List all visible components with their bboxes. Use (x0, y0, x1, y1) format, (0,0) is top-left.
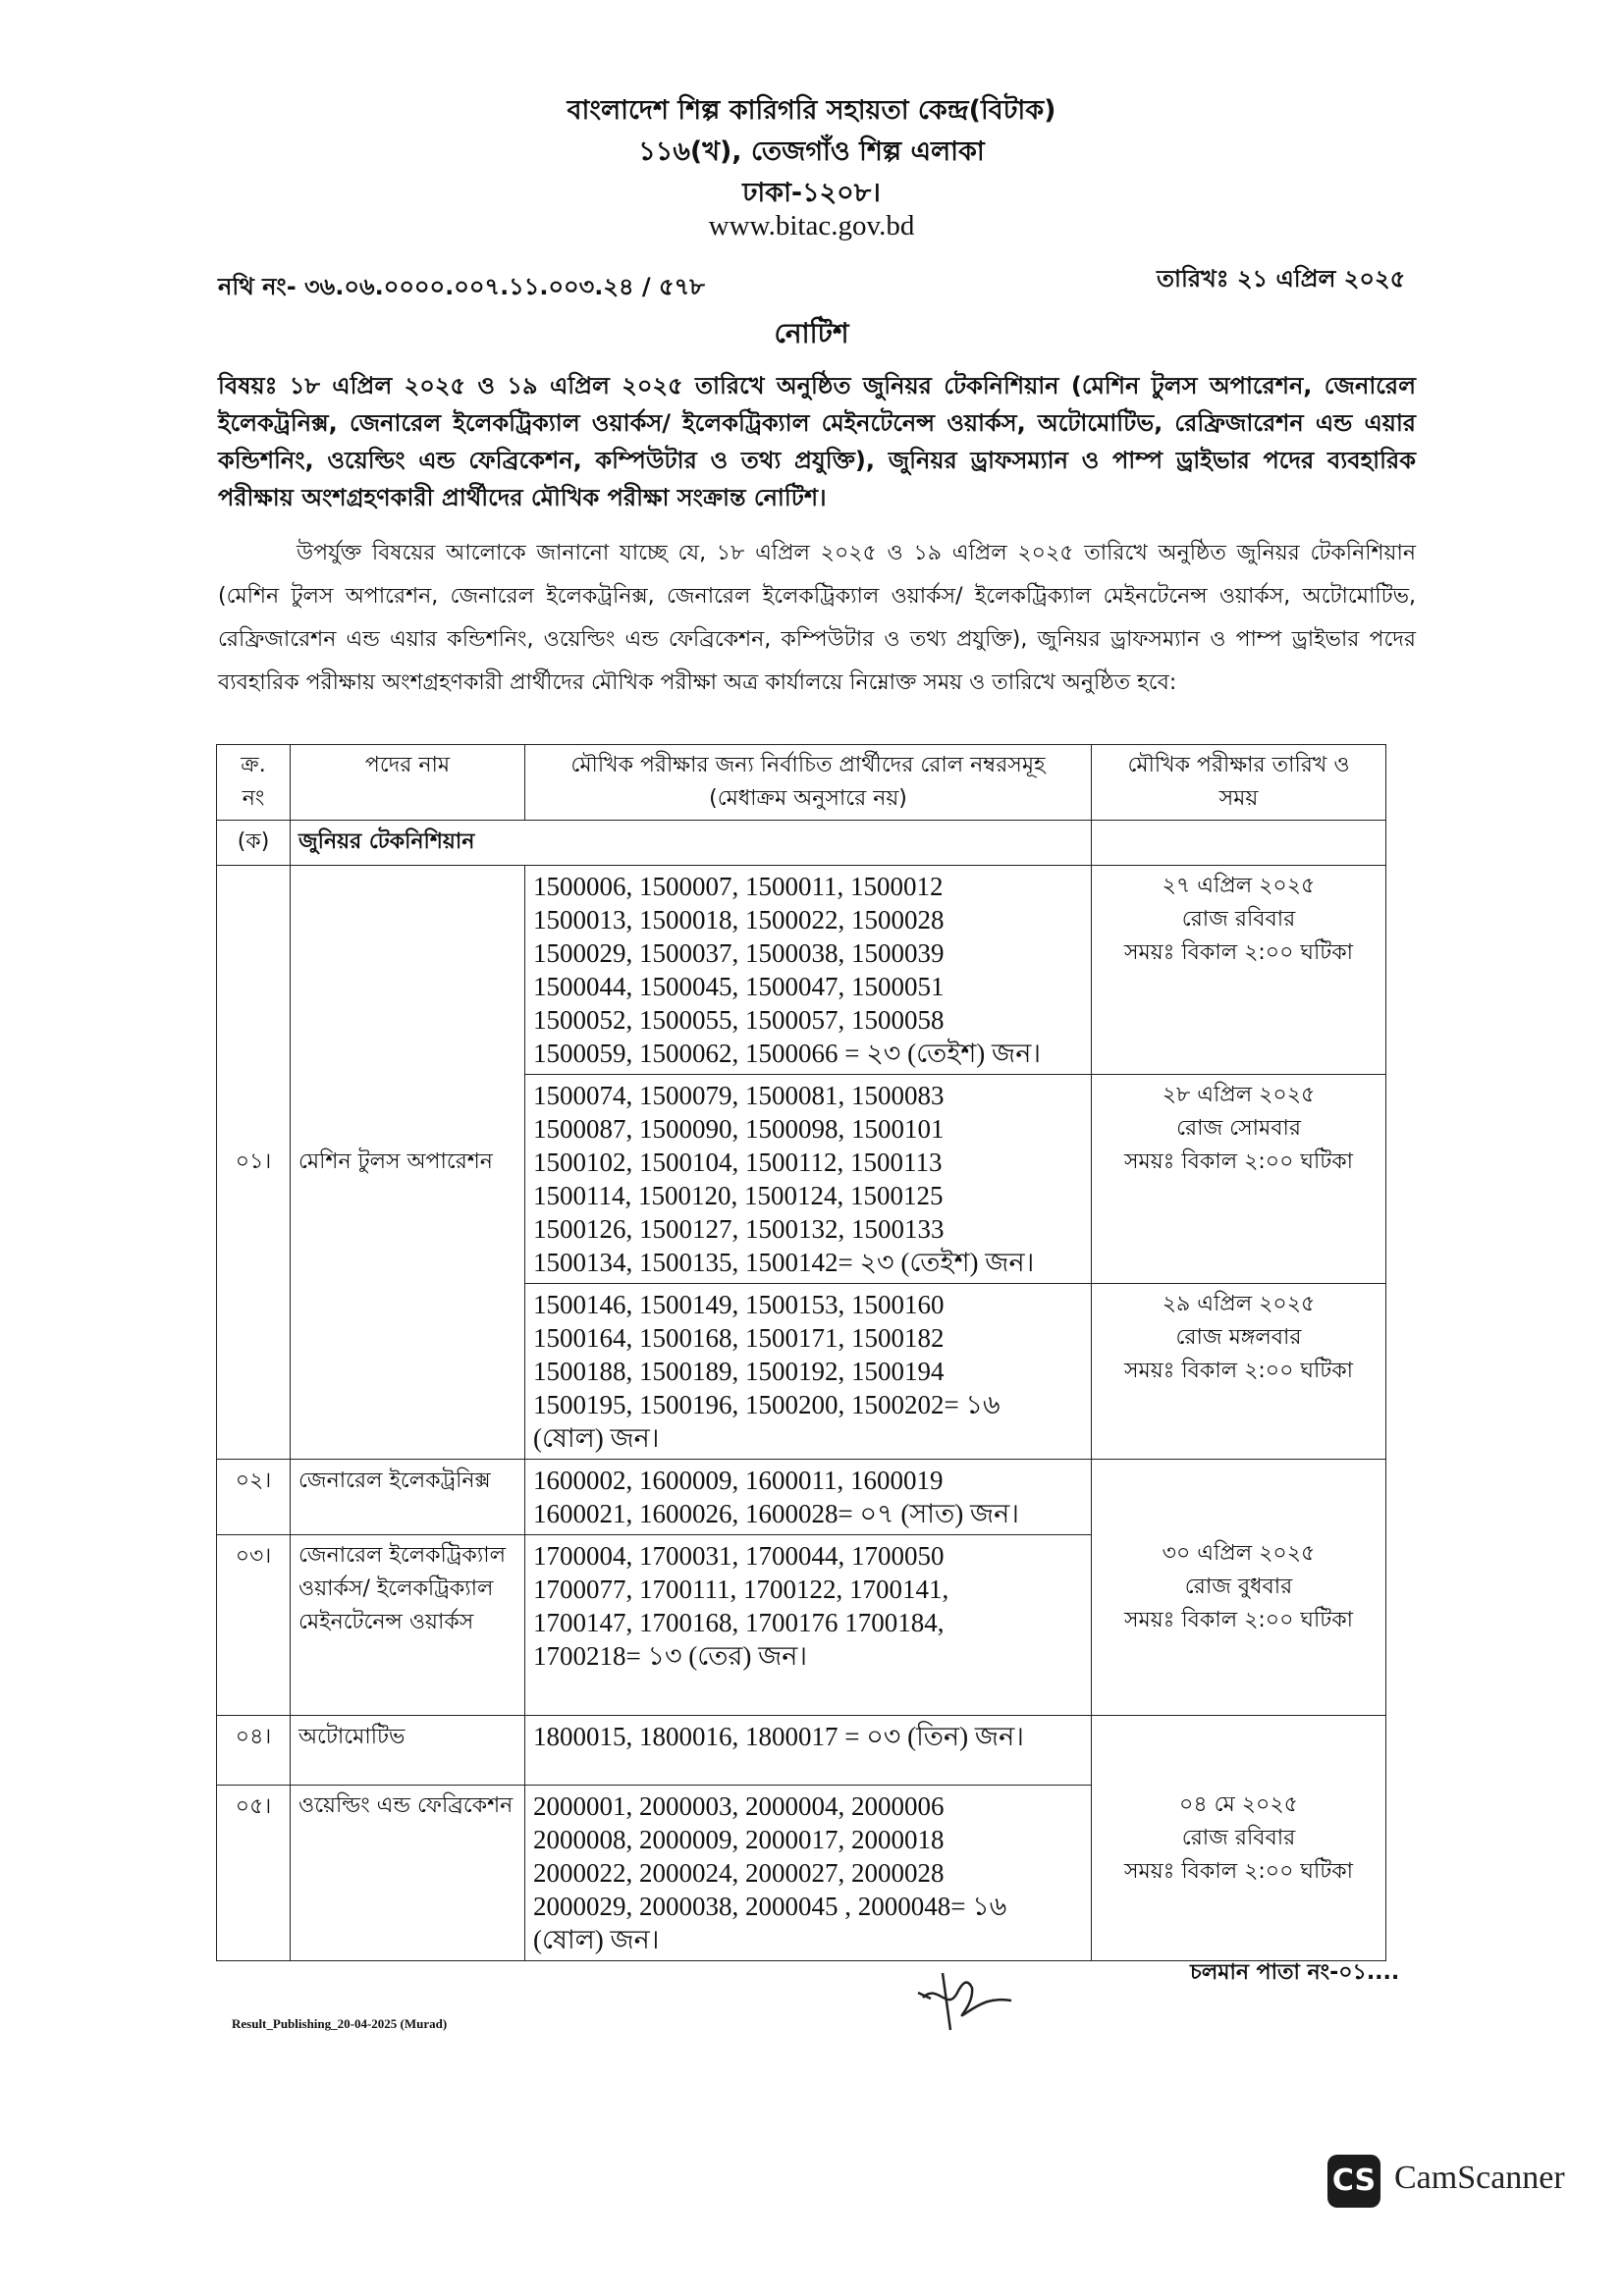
roll-list: 1500146, 1500149, 1500153, 1500160 1500164, 1500168, 1500171, 1500182 1500188, 1500189, 1500192, 1500194 1500195, 1500196, 1500200, 1500202= ১৬ (ষোল) জন। (525, 1284, 1092, 1460)
row-post: ওয়েল্ডিং এন্ড ফেব্রিকেশন (291, 1786, 525, 1961)
row-serial: ০৩। (217, 1535, 291, 1716)
roll-table (216, 744, 1386, 1961)
row-post: মেশিন টুলস অপারেশন (291, 866, 525, 1460)
section-empty (1092, 821, 1386, 866)
website: www.bitac.gov.bd (708, 210, 915, 241)
schedule-cell: ৩০ এপ্রিল ২০২৫ রোজ বুধবার সময়ঃ বিকাল ২:০০ ঘটিকা (1092, 1460, 1386, 1716)
footer-file-code: Result_Publishing_20-04-2025 (Murad) (232, 2016, 448, 2031)
table-header-row (217, 745, 1386, 821)
address-line-1: ১১৬(খ), তেজগাঁও শিল্প এলাকা (638, 136, 985, 167)
camscanner-brand: CamScanner (1394, 2160, 1565, 2196)
body-paragraph: উপর্যুক্ত বিষয়ের আলোকে জানানো যাচ্ছে যে, ১৮ এপ্রিল ২০২৫ ও ১৯ এপ্রিল ২০২৫ তারিখে অনুষ্ঠিত জুনিয়র টেকনিশিয়ান (মেশিন টুলস অপারেশন, জেনারেল ইলেকট্রনিক্স, জেনারেল ইলেকট্রিক্যাল ওয়ার্কস/ ইলেকট্রিক্যাল মেইনটেনেন্স ওয়ার্কস, অটোমোটিভ, রেফ্রিজারেশন এন্ড এয়ার কন্ডিশনিং, ওয়েল্ডিং এন্ড ফেব্রিকেশন, কম্পিউটার ও তথ্য প্রযুক্তি), জুনিয়র ড্রাফসম্যান ও পাম্প ড্রাইভার পদের ব্যবহারিক পরীক্ষায় অংশগ্রহণকারী প্রার্থীদের মৌখিক পরীক্ষা অত্র কার্যালয়ে নিম্নোক্ত সময় ও তারিখে অনুষ্ঠিত হবে: (218, 541, 1416, 695)
row-serial: ০১। (217, 866, 291, 1460)
row-post: জেনারেল ইলেকট্রিক্যাল ওয়ার্কস/ ইলেকট্রিক্যাল মেইনটেনেন্স ওয়ার্কস (291, 1535, 525, 1716)
header-schedule: মৌখিক পরীক্ষার তারিখ ও সময় (1092, 745, 1386, 821)
row-serial: ০৫। (217, 1786, 291, 1961)
file-number: নথি নং- ৩৬.০৬.০০০০.০০৭.১১.০০৩.২৪ / ৫৭৮ (218, 273, 705, 300)
org-name: বাংলাদেশ শিল্প কারিগরি সহায়তা কেন্দ্র(বিটাক) (567, 95, 1056, 126)
header-post: পদের নাম (291, 745, 525, 821)
notice-title: নোটিশ (774, 317, 849, 349)
schedule-cell: ২৮ এপ্রিল ২০২৫ রোজ সোমবার সময়ঃ বিকাল ২:০০ ঘটিকা (1092, 1075, 1386, 1284)
section-title: জুনিয়র টেকনিশিয়ান (291, 821, 1092, 866)
issue-date: তারিখঃ ২১ এপ্রিল ২০২৫ (1157, 265, 1406, 293)
header-rolls: মৌখিক পরীক্ষার জন্য নির্বাচিত প্রার্থীদের রোল নম্বরসমূহ (মেধাক্রম অনুসারে নয়) (525, 745, 1092, 821)
table-row (217, 1460, 1386, 1535)
continued-page-note: চলমান পাতা নং-০১.... (1190, 1960, 1400, 1985)
roll-list: 2000001, 2000003, 2000004, 2000006 2000008, 2000009, 2000017, 2000018 2000022, 2000024, 2000027, 2000028 2000029, 2000038, 2000045 , 2000048= ১৬ (ষোল) জন। (525, 1786, 1092, 1961)
table-row (217, 1716, 1386, 1786)
schedule-cell: ২৭ এপ্রিল ২০২৫ রোজ রবিবার সময়ঃ বিকাল ২:০০ ঘটিকা (1092, 866, 1386, 1075)
roll-list: 1500074, 1500079, 1500081, 1500083 1500087, 1500090, 1500098, 1500101 1500102, 1500104, 1500112, 1500113 1500114, 1500120, 1500124, 1500125 1500126, 1500127, 1500132, 1500133 1500134, 1500135, 1500142= ২৩ (তেইশ) জন। (525, 1075, 1092, 1284)
row-serial: ০২। (217, 1460, 291, 1535)
camscanner-logo-icon: CS (1327, 2155, 1380, 2208)
roll-list: 1800015, 1800016, 1800017 = ০৩ (তিন) জন। (525, 1716, 1092, 1786)
row-post: অটোমোটিভ (291, 1716, 525, 1786)
header-serial: ক্র. নং (217, 745, 291, 821)
roll-list: 1600002, 1600009, 1600011, 1600019 1600021, 1600026, 1600028= ০৭ (সাত) জন। (525, 1460, 1092, 1535)
schedule-cell: ০৪ মে ২০২৫ রোজ রবিবার সময়ঃ বিকাল ২:০০ ঘটিকা (1092, 1716, 1386, 1961)
schedule-cell: ২৯ এপ্রিল ২০২৫ রোজ মঙ্গলবার সময়ঃ বিকাল ২:০০ ঘটিকা (1092, 1284, 1386, 1460)
subject-label: বিষয়ঃ (218, 372, 278, 400)
roll-list: 1500006, 1500007, 1500011, 1500012 1500013, 1500018, 1500022, 1500028 1500029, 1500037, 1500038, 1500039 1500044, 1500045, 1500047, 1500051 1500052, 1500055, 1500057, 1500058 1500059, 1500062, 1500066 = ২৩ (তেইশ) জন। (525, 866, 1092, 1075)
address-line-2: ঢাকা-১২০৮। (742, 178, 881, 208)
roll-list: 1700004, 1700031, 1700044, 1700050 1700077, 1700111, 1700122, 1700141, 1700147, 1700168, 1700176 1700184, 1700218= ১৩ (তের) জন। (525, 1535, 1092, 1716)
subject-block (218, 367, 1416, 516)
row-post: জেনারেল ইলেকট্রনিক্স (291, 1460, 525, 1535)
section-row (217, 821, 1386, 866)
row-serial: ০৪। (217, 1716, 291, 1786)
signature-icon (913, 1953, 1021, 2042)
section-serial: (ক) (217, 821, 291, 866)
subject-text: ১৮ এপ্রিল ২০২৫ ও ১৯ এপ্রিল ২০২৫ তারিখে অনুষ্ঠিত জুনিয়র টেকনিশিয়ান (মেশিন টুলস অপারেশন, জেনারেল ইলেকট্রনিক্স, জেনারেল ইলেকট্রিক্যাল ওয়ার্কস/ ইলেকট্রিক্যাল মেইনটেনেন্স ওয়ার্কস, অটোমোটিভ, রেফ্রিজারেশন এন্ড এয়ার কন্ডিশনিং, ওয়েল্ডিং এন্ড ফেব্রিকেশন, কম্পিউটার ও তথ্য প্রযুক্তি), জুনিয়র ড্রাফসম্যান ও পাম্প ড্রাইভার পদের ব্যবহারিক পরীক্ষায় অংশগ্রহণকারী প্রার্থীদের মৌখিক পরীক্ষা সংক্রান্ত নোটিশ। (218, 372, 1417, 511)
table-row (217, 866, 1386, 1075)
